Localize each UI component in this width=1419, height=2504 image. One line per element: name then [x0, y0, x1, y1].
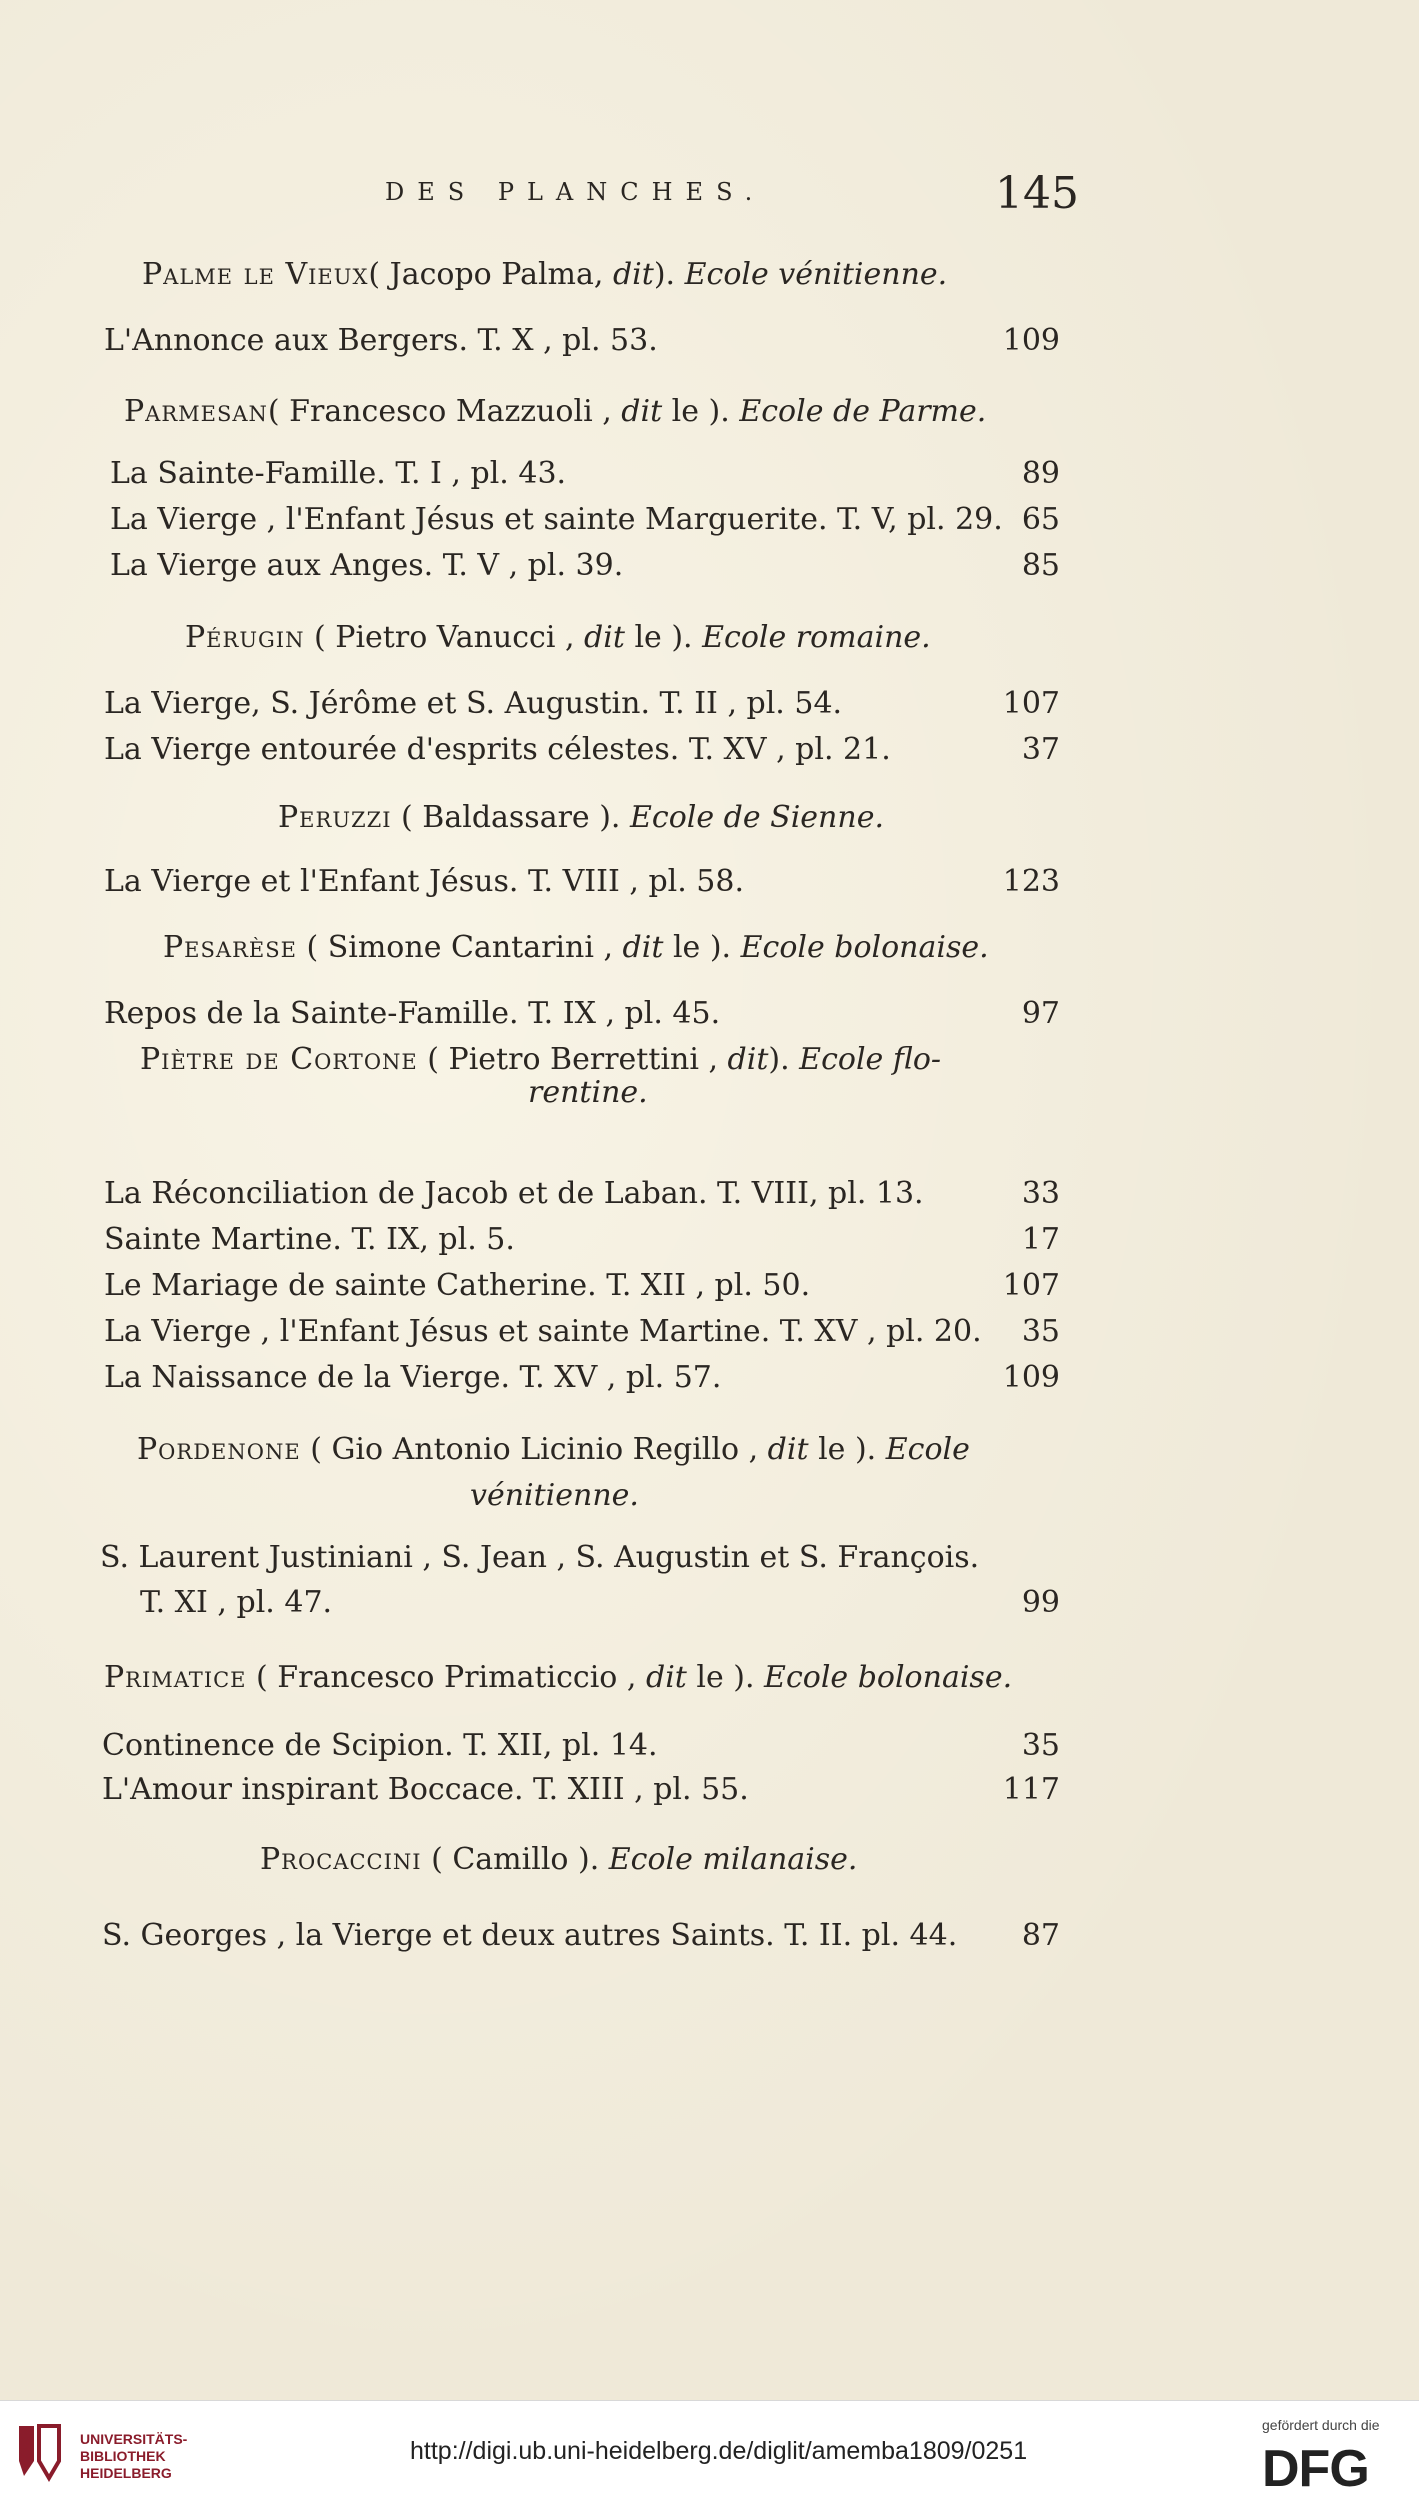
entry-line: La Naissance de la Vierge. T. XV , pl. 57. — [104, 1360, 722, 1395]
text: ( Simone Cantarini , — [296, 930, 623, 965]
entry-line: L'Annonce aux Bergers. T. X , pl. 53. — [104, 323, 658, 358]
text: ( Gio Antonio Licinio Regillo , — [300, 1432, 768, 1467]
italic-text: Ecole romaine. — [692, 620, 931, 655]
text: le ). — [624, 620, 693, 655]
entry-line: Continence de Scipion. T. XII, pl. 14. — [102, 1728, 658, 1763]
italic-text: Ecole — [876, 1432, 970, 1467]
plate-page-number: 37 — [1021, 732, 1060, 767]
entry-line: La Vierge , l'Enfant Jésus et sainte Marguerite. T. V, pl. 29. — [110, 502, 1003, 537]
italic-text: dit — [621, 394, 663, 429]
plate-page-number: 17 — [1021, 1222, 1060, 1257]
text: ( Baldassare ). — [391, 800, 621, 835]
artist-line — [142, 257, 947, 292]
text: ( Francesco Primaticcio , — [246, 1660, 646, 1695]
plate-page-number: 123 — [1002, 864, 1060, 899]
artist-name: Pérugin — [185, 620, 305, 655]
permalink-link[interactable]: http://digi.ub.uni-heidelberg.de/diglit/amemba1809/0251 — [410, 2437, 1028, 2465]
artist-line-cont — [470, 1478, 639, 1513]
text: ( Camillo ). — [421, 1842, 600, 1877]
italic-text: dit — [584, 620, 625, 655]
entry-line: Sainte Martine. T. IX, pl. 5. — [104, 1222, 515, 1257]
plate-page-number: 89 — [1021, 456, 1060, 491]
artist-name: Palme le Vieux — [142, 257, 369, 292]
artist-name: Procaccini — [260, 1842, 422, 1877]
library-name: UNIVERSITÄTS- BIBLIOTHEK HEIDELBERG — [80, 2431, 188, 2481]
artist-line — [104, 1660, 1012, 1695]
artist-name: Parmesan — [124, 394, 268, 429]
plate-page-number: 87 — [1021, 1918, 1060, 1953]
text: le ). — [662, 394, 730, 429]
artist-name: Pordenone — [137, 1432, 301, 1467]
artist-line-cont — [528, 1075, 648, 1110]
italic-text: Ecole bolonaise. — [731, 930, 989, 965]
artist-line — [124, 394, 986, 429]
plate-page-number: 107 — [1002, 1268, 1060, 1303]
sponsor-note: gefördert durch die — [1262, 2417, 1380, 2433]
entry-line: L'Amour inspirant Boccace. T. XIII , pl. 55. — [102, 1772, 749, 1807]
artist-name: Piètre de Cortone — [140, 1042, 418, 1077]
text: ). — [768, 1042, 790, 1077]
artist-line — [260, 1842, 857, 1877]
italic-text: Ecole flo- — [789, 1042, 942, 1077]
entry-line-cont: T. XI , pl. 47. — [140, 1585, 333, 1620]
entry-line: La Vierge aux Anges. T. V , pl. 39. — [110, 548, 624, 583]
artist-line — [278, 800, 884, 835]
plate-page-number: 107 — [1002, 686, 1060, 721]
plate-page-number: 109 — [1002, 323, 1060, 358]
italic-text: dit — [612, 257, 654, 292]
italic-text: dit — [622, 930, 664, 965]
plate-page-number: 117 — [1002, 1772, 1060, 1807]
running-title: DES PLANCHES. — [385, 178, 766, 206]
plate-page-number: 35 — [1021, 1728, 1060, 1763]
artist-line — [185, 620, 931, 655]
text: le ). — [686, 1660, 755, 1695]
artist-name: Primatice — [104, 1660, 247, 1695]
text: ( Pietro Berrettini , — [417, 1042, 728, 1077]
university-library-logo-icon — [14, 2421, 64, 2483]
italic-text: rentine. — [528, 1075, 648, 1110]
italic-text: dit — [645, 1660, 687, 1695]
text: ( Jacopo Palma, — [368, 257, 613, 292]
entry-line: La Sainte-Famille. T. I , pl. 43. — [110, 456, 567, 491]
entry-line: S. Laurent Justiniani , S. Jean , S. Augustin et S. François. — [100, 1540, 980, 1575]
artist-line — [140, 1042, 941, 1077]
viewer-footer — [0, 2400, 1419, 2504]
entry-line: La Vierge , l'Enfant Jésus et sainte Martine. T. XV , pl. 20. — [104, 1314, 982, 1349]
text: ). — [653, 257, 676, 292]
artist-line — [137, 1432, 970, 1467]
text: le ). — [808, 1432, 877, 1467]
plate-page-number: 97 — [1021, 996, 1060, 1031]
plate-page-number: 35 — [1021, 1314, 1060, 1349]
italic-text: Ecole milanaise. — [599, 1842, 858, 1877]
artist-line — [163, 930, 989, 965]
italic-text: Ecole bolonaise. — [754, 1660, 1013, 1695]
plate-page-number: 65 — [1021, 502, 1060, 537]
entry-line: Le Mariage de sainte Catherine. T. XII , pl. 50. — [104, 1268, 811, 1303]
italic-text: Ecole de Parme. — [729, 394, 987, 429]
page-number: 145 — [995, 168, 1079, 219]
text: le ). — [663, 930, 732, 965]
italic-text: Ecole vénitienne. — [675, 257, 948, 292]
plate-page-number: 109 — [1002, 1360, 1060, 1395]
plate-page-number: 85 — [1021, 548, 1060, 583]
italic-text: Ecole de Sienne. — [620, 800, 884, 835]
entry-line: La Vierge entourée d'esprits célestes. T. XV , pl. 21. — [104, 732, 891, 767]
text: ( Francesco Mazzuoli , — [267, 394, 622, 429]
artist-name: Pesarèse — [163, 930, 297, 965]
italic-text: dit — [767, 1432, 809, 1467]
entry-line: La Réconciliation de Jacob et de Laban. T. VIII, pl. 13. — [104, 1176, 924, 1211]
entry-line: La Vierge, S. Jérôme et S. Augustin. T. II , pl. 54. — [104, 686, 843, 721]
entry-line: Repos de la Sainte-Famille. T. IX , pl. 45. — [104, 996, 721, 1031]
text: ( Pietro Vanucci , — [304, 620, 585, 655]
plate-page-number: 33 — [1021, 1176, 1060, 1211]
artist-name: Peruzzi — [278, 800, 392, 835]
dfg-logo: DFG — [1262, 2440, 1369, 2498]
entry-line: La Vierge et l'Enfant Jésus. T. VIII , pl. 58. — [104, 864, 745, 899]
plate-page-number: 99 — [1021, 1585, 1060, 1620]
entry-line: S. Georges , la Vierge et deux autres Saints. T. II. pl. 44. — [102, 1918, 958, 1953]
italic-text: dit — [727, 1042, 769, 1077]
italic-text: vénitienne. — [470, 1478, 639, 1513]
